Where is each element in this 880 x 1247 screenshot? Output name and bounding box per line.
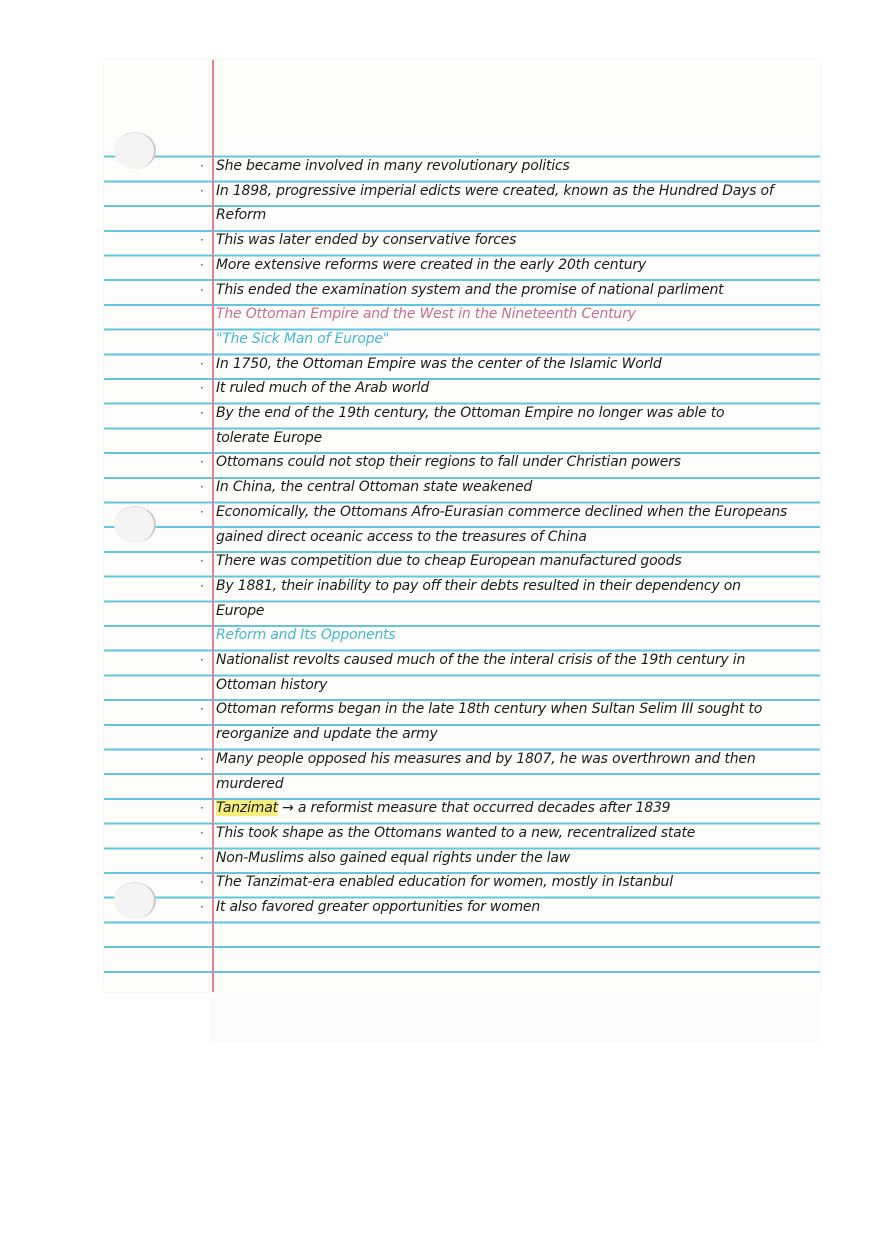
bullet-point: · bbox=[200, 825, 204, 840]
note-line: In 1750, the Ottoman Empire was the center of the Islamic World bbox=[216, 355, 662, 372]
bullet-point: · bbox=[200, 406, 204, 420]
bullet-point: · bbox=[200, 480, 204, 495]
bullet-point: · bbox=[200, 183, 204, 198]
note-line: Economically, the Ottomans Afro-Eurasian commerce declined when the Europeans bbox=[216, 503, 788, 520]
bullet-point: · bbox=[200, 554, 204, 569]
note-line: murdered bbox=[216, 775, 284, 792]
highlighted-term: Tanzimat bbox=[216, 800, 278, 817]
bullet-point: · bbox=[200, 875, 204, 890]
note-line: In 1898, progressive imperial edicts were created, known as the Hundred Days of bbox=[216, 182, 774, 199]
note-line: Many people opposed his measures and by 1807, he was overthrown and then bbox=[216, 750, 756, 767]
note-line: The Ottoman Empire and the West in the Nineteenth Century bbox=[216, 306, 636, 323]
note-line: Tanzimat → a reformist measure that occurred decades after 1839 bbox=[216, 800, 671, 817]
margin-line bbox=[212, 60, 214, 992]
punch-hole-middle bbox=[114, 506, 156, 543]
note-line: Reform bbox=[216, 207, 267, 224]
note-line: She became involved in many revolutionary politics bbox=[216, 158, 570, 174]
notebook-page bbox=[104, 60, 820, 992]
note-line: This took shape as the Ottomans wanted to a new, recentralized state bbox=[216, 824, 696, 841]
note-line: More extensive reforms were created in the early 20th century bbox=[216, 256, 647, 273]
note-line: reorganize and update the army bbox=[216, 726, 438, 743]
note-line: Ottoman history bbox=[216, 676, 328, 693]
note-line: In China, the central Ottoman state weakened bbox=[216, 479, 533, 496]
bullet-point: · bbox=[200, 257, 204, 272]
bullet-point: · bbox=[200, 578, 204, 593]
note-line: This was later ended by conservative forces bbox=[216, 232, 517, 249]
bullet-point: · bbox=[200, 282, 204, 297]
note-line: Nationalist revolts caused much of the the interal crisis of the 19th century in bbox=[216, 652, 746, 668]
punch-hole-bottom bbox=[114, 882, 156, 919]
note-line: Non-Muslims also gained equal rights under the law bbox=[216, 849, 571, 866]
note-line: The Tanzimat-era enabled education for women, mostly in Istanbul bbox=[216, 874, 673, 891]
note-line: Ottomans could not stop their regions to fall under Christian powers bbox=[216, 454, 681, 471]
note-line: Reform and Its Opponents bbox=[216, 627, 396, 644]
note-line: This ended the examination system and the promise of national parliment bbox=[216, 281, 724, 298]
bullet-point: · bbox=[200, 381, 204, 396]
bullet-point: · bbox=[200, 356, 204, 371]
note-line: gained direct oceanic access to the treasures of China bbox=[216, 528, 587, 545]
bullet-point: · bbox=[200, 504, 204, 519]
note-line: Ottoman reforms began in the late 18th century when Sultan Selim III sought to bbox=[216, 701, 763, 718]
bullet-point: · bbox=[200, 850, 204, 865]
note-line: By 1881, their inability to pay off their debts resulted in their dependency on bbox=[216, 577, 741, 594]
note-line: tolerate Europe bbox=[216, 429, 322, 446]
note-line: Europe bbox=[216, 602, 265, 619]
note-line: It also favored greater opportunities for women bbox=[216, 899, 541, 915]
bullet-point: · bbox=[200, 455, 204, 470]
note-line: It ruled much of the Arab world bbox=[216, 380, 430, 397]
bullet-point: · bbox=[200, 159, 204, 173]
bullet-point: · bbox=[200, 900, 204, 914]
scan-shadow bbox=[210, 992, 820, 1042]
note-line: By the end of the 19th century, the Ottoman Empire no longer was able to bbox=[216, 405, 725, 421]
punch-hole-top bbox=[114, 132, 156, 169]
bullet-point: · bbox=[200, 702, 204, 717]
note-line: "The Sick Man of Europe" bbox=[216, 330, 390, 347]
bullet-point: · bbox=[200, 233, 204, 248]
note-line: There was competition due to cheap European manufactured goods bbox=[216, 553, 682, 570]
bullet-point: · bbox=[200, 801, 204, 816]
bullet-point: · bbox=[200, 751, 204, 766]
bullet-point: · bbox=[200, 653, 204, 667]
